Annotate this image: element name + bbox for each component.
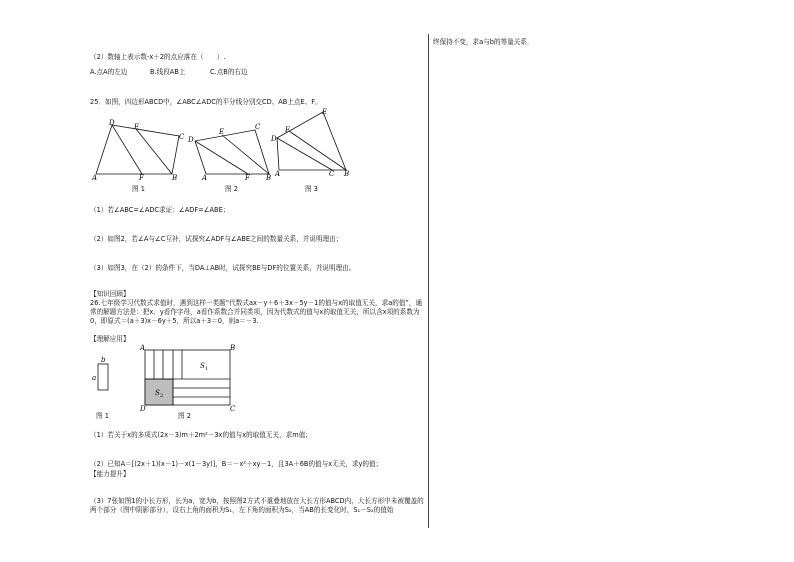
svg-text:D: D	[188, 136, 194, 144]
q26-label-A: A	[140, 344, 146, 352]
q25-part1: （1）若∠ABC=∠ADC求证：∠ADF=∠ABE；	[90, 206, 230, 214]
q24-option-b: B.线段AB上	[150, 68, 186, 76]
svg-text:C: C	[329, 170, 335, 178]
svg-text:A: A	[202, 174, 208, 182]
q26-label-a: a	[92, 374, 97, 382]
q25-caption-2: 图 2	[225, 185, 238, 193]
q26-label-s1-sub: 1	[205, 366, 209, 372]
q25-figure-1	[92, 118, 192, 180]
svg-text:A: A	[275, 170, 281, 178]
q25-figure-3	[270, 108, 352, 180]
q25-stem: 25．如图，四边形ABCD中，∠ABC∠ADC的平分线分别交CD、AB上点E、F。	[90, 98, 322, 106]
q25-caption-3: 图 3	[305, 185, 318, 193]
q26-label-s1: S	[200, 362, 205, 370]
svg-text:A: A	[92, 174, 98, 182]
svg-text:D: D	[271, 135, 277, 143]
svg-text:E: E	[134, 123, 140, 131]
svg-text:B: B	[172, 174, 178, 182]
column-divider	[428, 34, 429, 528]
q26-intro: 26.七年级学习代数式求值时，遇到这样一类题“代数式ax－y＋6＋3x－5y－1的值与x的取值无关，求a的值”，通常的解题方法是：把x、y看作字母，a看作系数合并同类项，因为代数式的值与x的取值无关，所以含x项的系数为0，即原式＝(a＋3)x－6y＋5，所以a＋3＝0，则a＝－3.	[90, 299, 423, 325]
q26-part2: （2）已知A＝[(2x＋1)(x－1)－x(1－3y)]，B＝－x²＋xy－1，且3A＋6B的值与x无关，求y的值；	[90, 460, 383, 468]
svg-text:F: F	[139, 174, 144, 182]
q26-section-understand: 【理解应用】	[90, 335, 130, 343]
svg-text:B: B	[344, 170, 350, 178]
q26-label-b: b	[101, 356, 106, 364]
q26-label-B: B	[230, 344, 236, 352]
svg-text:E: E	[219, 128, 225, 136]
q26-part3: （3）7张如图1的小长方形，长为a，宽为b，按照图2方式不重叠地放在大长方形ABCD内，大长方形中未被覆盖的两个部分（图中阴影部分），设右上角的面积为S₁，左下角的面积为S₂，当AB的长变化时，S₁－S₂的值始	[90, 497, 424, 514]
q26-label-C: C	[230, 405, 236, 413]
q26-label-s2-sub: 2	[160, 393, 164, 399]
q26-label-D: D	[140, 405, 146, 413]
q24-option-c: C.点B的右边	[210, 68, 248, 76]
svg-text:E: E	[322, 108, 328, 116]
q26-label-s2: S	[155, 389, 160, 397]
q26-section-improve: 【能力提升】	[90, 470, 130, 478]
q25-part2: （2）如图2，若∠A与∠C互补，试探究∠ADF与∠ABE之间的数量关系，并说明理由；	[90, 235, 343, 243]
svg-text:B: B	[266, 174, 272, 182]
q25-caption-1: 图 1	[132, 185, 145, 193]
q24-part2: （2）数轴上表示数-x＋2的点应落在（ ）.	[90, 53, 226, 61]
svg-text:F: F	[285, 126, 290, 134]
q24-option-a: A.点A的左边	[90, 68, 128, 76]
q26-section-knowledge: 【知识回顾】	[90, 290, 130, 298]
svg-text:F: F	[245, 174, 250, 182]
svg-text:C: C	[179, 133, 185, 141]
q26-figure-1	[90, 352, 120, 396]
q25-figure-2	[188, 122, 272, 182]
q25-part3: （3）如图3，在（2）的条件下，当DA⊥AB时，试探究BE与DF的位置关系，并说明理由。	[90, 264, 356, 272]
q26-caption-1: 图 1	[96, 412, 109, 420]
q26-caption-2: 图 2	[178, 412, 191, 420]
q26-figure-2	[138, 342, 238, 412]
svg-text:C: C	[255, 123, 261, 131]
q25-f1-label-d: D	[109, 119, 115, 127]
q26-part3-continued: 终保持不变，求a与b的等量关系．	[433, 38, 534, 46]
q26-part1: （1）若关于x的多项式(2x－3)m＋2m²－3x的值与x的取值无关，求m值；	[90, 431, 312, 439]
